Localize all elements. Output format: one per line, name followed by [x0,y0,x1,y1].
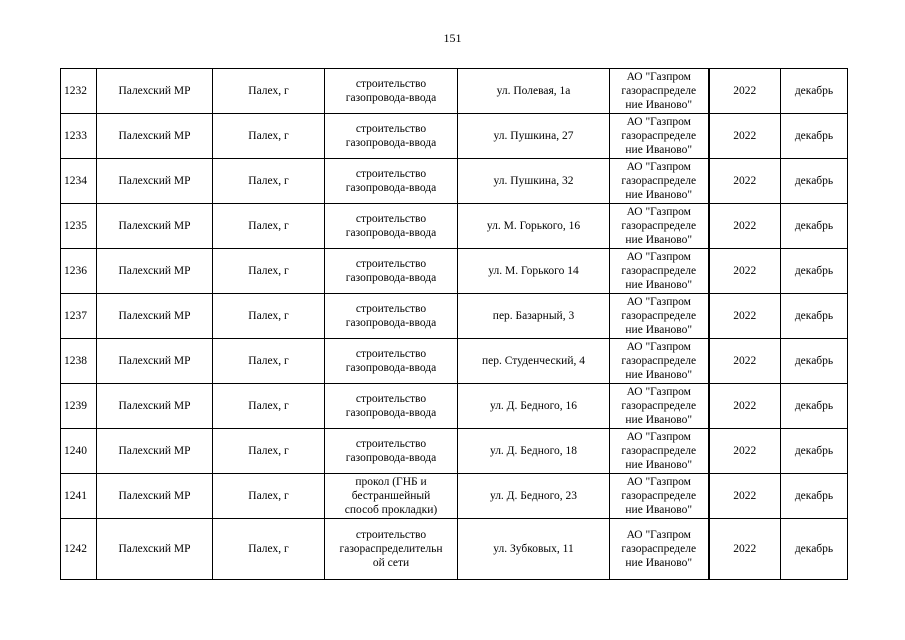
row-number-cell-text: 1233 [64,130,87,142]
table-row [61,384,848,429]
year-cell [709,429,781,474]
month-cell [781,249,848,294]
table-row [61,204,848,249]
district-cell-text: Палехский МР [118,355,191,367]
year-cell-text: 2022 [733,220,757,232]
address-cell [458,249,610,294]
table-row [61,339,848,384]
organization-cell [610,69,709,114]
district-cell-text: Палехский МР [118,445,191,457]
works-table [60,68,848,580]
table-row [61,474,848,519]
month-cell-text: декабрь [794,445,834,457]
work-type-cell [325,384,458,429]
year-cell-text: 2022 [733,130,757,142]
row-number-cell [61,69,97,114]
work-type-cell [325,339,458,384]
organization-cell-text: АО "Газпром газораспределе ние Иваново" [621,296,697,336]
district-cell [97,384,213,429]
settlement-cell-text: Палех, г [248,355,289,367]
district-cell [97,429,213,474]
row-number-cell [61,384,97,429]
address-cell [458,159,610,204]
row-number-cell [61,114,97,159]
organization-cell [610,114,709,159]
table-row [61,519,848,580]
address-cell [458,204,610,249]
year-cell-text: 2022 [733,310,757,322]
work-type-cell [325,204,458,249]
address-cell [458,519,610,580]
settlement-cell-text: Палех, г [248,220,289,232]
month-cell [781,519,848,580]
organization-cell-text: АО "Газпром газораспределе ние Иваново" [621,71,697,111]
district-cell [97,114,213,159]
organization-cell [610,294,709,339]
work-type-cell-text: строительство газопровода-ввода [345,168,437,194]
organization-cell-text: АО "Газпром газораспределе ние Иваново" [621,116,697,156]
district-cell [97,474,213,519]
address-cell-text: ул. Пушкина, 32 [493,175,574,187]
row-number-cell-text: 1234 [64,175,87,187]
work-type-cell-text: строительство газопровода-ввода [345,78,437,104]
address-cell-text: ул. Пушкина, 27 [493,130,574,142]
month-cell-text: декабрь [794,130,834,142]
settlement-cell [213,474,325,519]
address-cell-text: пер. Студенческий, 4 [482,355,585,367]
month-cell-text: декабрь [794,265,834,277]
work-type-cell [325,249,458,294]
row-number-cell [61,294,97,339]
address-cell-text: ул. М. Горького, 16 [486,220,581,232]
organization-cell [610,249,709,294]
row-number-cell [61,204,97,249]
work-type-cell-text: строительство газораспределительн ой сети [339,529,443,569]
organization-cell [610,474,709,519]
work-type-cell-text: строительство газопровода-ввода [345,213,437,239]
address-cell [458,114,610,159]
settlement-cell-text: Палех, г [248,490,289,502]
table-row [61,114,848,159]
district-cell-text: Палехский МР [118,85,191,97]
address-cell [458,69,610,114]
row-number-cell-text: 1235 [64,220,87,232]
district-cell [97,159,213,204]
work-type-cell-text: строительство газопровода-ввода [345,258,437,284]
district-cell-text: Палехский МР [118,543,191,555]
settlement-cell [213,159,325,204]
settlement-cell [213,114,325,159]
organization-cell [610,384,709,429]
address-cell-text: ул. Д. Бедного, 23 [489,490,578,502]
month-cell [781,204,848,249]
month-cell-text: декабрь [794,175,834,187]
settlement-cell-text: Палех, г [248,543,289,555]
district-cell-text: Палехский МР [118,310,191,322]
table-row [61,69,848,114]
row-number-cell-text: 1236 [64,265,87,277]
district-cell [97,69,213,114]
settlement-cell [213,204,325,249]
work-type-cell [325,114,458,159]
month-cell [781,474,848,519]
year-cell [709,114,781,159]
address-cell [458,429,610,474]
year-cell [709,339,781,384]
work-type-cell [325,519,458,580]
settlement-cell [213,429,325,474]
year-cell [709,474,781,519]
organization-cell-text: АО "Газпром газораспределе ние Иваново" [621,206,697,246]
month-cell [781,114,848,159]
work-type-cell [325,159,458,204]
settlement-cell [213,519,325,580]
table-row [61,249,848,294]
month-cell [781,339,848,384]
month-cell-text: декабрь [794,400,834,412]
address-cell-text: ул. Полевая, 1а [496,85,571,97]
organization-cell-text: АО "Газпром газораспределе ние Иваново" [621,161,697,201]
settlement-cell-text: Палех, г [248,400,289,412]
address-cell-text: ул. Зубковых, 11 [493,543,574,555]
year-cell-text: 2022 [733,85,757,97]
settlement-cell-text: Палех, г [248,310,289,322]
table-row [61,159,848,204]
district-cell [97,204,213,249]
year-cell [709,69,781,114]
work-type-cell [325,69,458,114]
settlement-cell-text: Палех, г [248,445,289,457]
year-cell [709,159,781,204]
work-type-cell-text: строительство газопровода-ввода [345,438,437,464]
organization-cell [610,159,709,204]
district-cell [97,519,213,580]
organization-cell-text: АО "Газпром газораспределе ние Иваново" [621,431,697,471]
address-cell [458,474,610,519]
district-cell [97,249,213,294]
work-type-cell-text: строительство газопровода-ввода [345,303,437,329]
address-cell-text: ул. Д. Бедного, 18 [489,445,578,457]
year-cell-text: 2022 [733,175,757,187]
row-number-cell-text: 1232 [64,85,87,97]
month-cell-text: декабрь [794,220,834,232]
month-cell [781,384,848,429]
settlement-cell-text: Палех, г [248,130,289,142]
work-type-cell-text: строительство газопровода-ввода [345,123,437,149]
row-number-cell-text: 1240 [64,445,87,457]
district-cell [97,294,213,339]
address-cell [458,294,610,339]
month-cell [781,159,848,204]
row-number-cell [61,249,97,294]
row-number-cell-text: 1242 [64,543,87,555]
year-cell-text: 2022 [733,400,757,412]
settlement-cell [213,69,325,114]
district-cell-text: Палехский МР [118,220,191,232]
district-cell-text: Палехский МР [118,490,191,502]
organization-cell-text: АО "Газпром газораспределе ние Иваново" [621,529,697,569]
year-cell [709,249,781,294]
work-type-cell [325,294,458,339]
settlement-cell [213,249,325,294]
table-row [61,294,848,339]
row-number-cell [61,159,97,204]
settlement-cell-text: Палех, г [248,175,289,187]
year-cell-text: 2022 [733,543,757,555]
organization-cell-text: АО "Газпром газораспределе ние Иваново" [621,251,697,291]
table-row [61,429,848,474]
month-cell [781,69,848,114]
row-number-cell [61,474,97,519]
row-number-cell-text: 1237 [64,310,87,322]
year-cell [709,294,781,339]
work-type-cell [325,474,458,519]
organization-cell [610,519,709,580]
district-cell-text: Палехский МР [118,265,191,277]
row-number-cell-text: 1239 [64,400,87,412]
settlement-cell [213,384,325,429]
organization-cell [610,204,709,249]
address-cell [458,384,610,429]
month-cell [781,429,848,474]
table-body [61,69,848,580]
work-type-cell [325,429,458,474]
row-number-cell-text: 1238 [64,355,87,367]
month-cell-text: декабрь [794,543,834,555]
month-cell-text: декабрь [794,490,834,502]
address-cell-text: пер. Базарный, 3 [492,310,575,322]
address-cell-text: ул. М. Горького 14 [488,265,579,277]
address-cell-text: ул. Д. Бедного, 16 [489,400,578,412]
month-cell-text: декабрь [794,310,834,322]
page-number: 151 [443,31,462,45]
district-cell-text: Палехский МР [118,175,191,187]
year-cell [709,384,781,429]
work-type-cell-text: строительство газопровода-ввода [345,393,437,419]
settlement-cell-text: Палех, г [248,85,289,97]
row-number-cell [61,339,97,384]
address-cell [458,339,610,384]
district-cell-text: Палехский МР [118,130,191,142]
settlement-cell-text: Палех, г [248,265,289,277]
work-type-cell-text: прокол (ГНБ и бестраншейный способ прокладки) [344,476,438,516]
organization-cell [610,429,709,474]
district-cell-text: Палехский МР [118,400,191,412]
month-cell-text: декабрь [794,85,834,97]
work-type-cell-text: строительство газопровода-ввода [345,348,437,374]
district-cell [97,339,213,384]
year-cell-text: 2022 [733,355,757,367]
organization-cell-text: АО "Газпром газораспределе ние Иваново" [621,476,697,516]
settlement-cell [213,294,325,339]
settlement-cell [213,339,325,384]
organization-cell-text: АО "Газпром газораспределе ние Иваново" [621,341,697,381]
year-cell [709,204,781,249]
organization-cell [610,339,709,384]
year-cell-text: 2022 [733,445,757,457]
row-number-cell [61,429,97,474]
row-number-cell [61,519,97,580]
month-cell-text: декабрь [794,355,834,367]
year-cell [709,519,781,580]
row-number-cell-text: 1241 [64,490,87,502]
month-cell [781,294,848,339]
year-cell-text: 2022 [733,265,757,277]
year-cell-text: 2022 [733,490,757,502]
organization-cell-text: АО "Газпром газораспределе ние Иваново" [621,386,697,426]
